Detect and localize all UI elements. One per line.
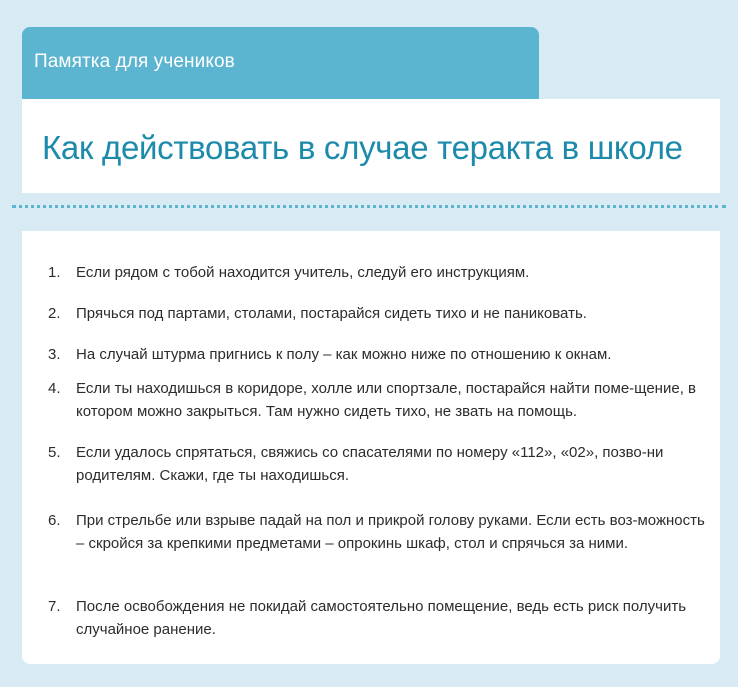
instructions-panel — [22, 231, 720, 664]
list-item — [48, 377, 708, 423]
list-item — [48, 441, 708, 487]
list-item-number: 7. — [48, 598, 61, 615]
list-item-text: Если ты находишься в коридоре, холле или спортзале, постарайся найти поме-щение, в котором можно закрыться. Там нужно сидеть тихо, не звать на помощь. — [76, 380, 696, 420]
list-item-number: 5. — [48, 444, 61, 461]
list-item — [48, 261, 708, 284]
list-item — [48, 343, 708, 366]
list-item — [48, 595, 708, 641]
dotted-divider — [12, 205, 726, 208]
page-title: Как действовать в случае теракта в школе — [42, 129, 683, 166]
list-item-text: После освобождения не покидай самостоятельно помещение, ведь есть риск получить случайное ранение. — [76, 598, 687, 638]
header-tab-label: Памятка для учеников — [34, 51, 235, 72]
list-item-text: Если рядом с тобой находится учитель, следуй его инструкциям. — [76, 264, 530, 281]
list-item-number: 6. — [48, 512, 61, 529]
list-item — [48, 302, 708, 325]
list-item-text: При стрельбе или взрыве падай на пол и прикрой голову руками. Если есть воз-можность – скройся за крепкими предметами – опрокинь шкаф, стол и спрячься за ними. — [76, 512, 705, 552]
list-item-text: На случай штурма пригнись к полу – как можно ниже по отношению к окнам. — [76, 346, 612, 363]
header-tab — [22, 27, 539, 107]
list-item-number: 2. — [48, 305, 61, 322]
list-item-text: Если удалось спрятаться, свяжись со спасателями по номеру «112», «02», позво-ни родителям. Скажи, где ты находишься. — [76, 444, 664, 484]
list-item-number: 4. — [48, 380, 61, 397]
list-item-number: 3. — [48, 346, 61, 363]
list-item-text: Прячься под партами, столами, постарайся сидеть тихо и не паниковать. — [76, 305, 587, 322]
list-item-number: 1. — [48, 264, 61, 281]
list-item — [48, 509, 708, 555]
title-panel — [22, 99, 720, 193]
